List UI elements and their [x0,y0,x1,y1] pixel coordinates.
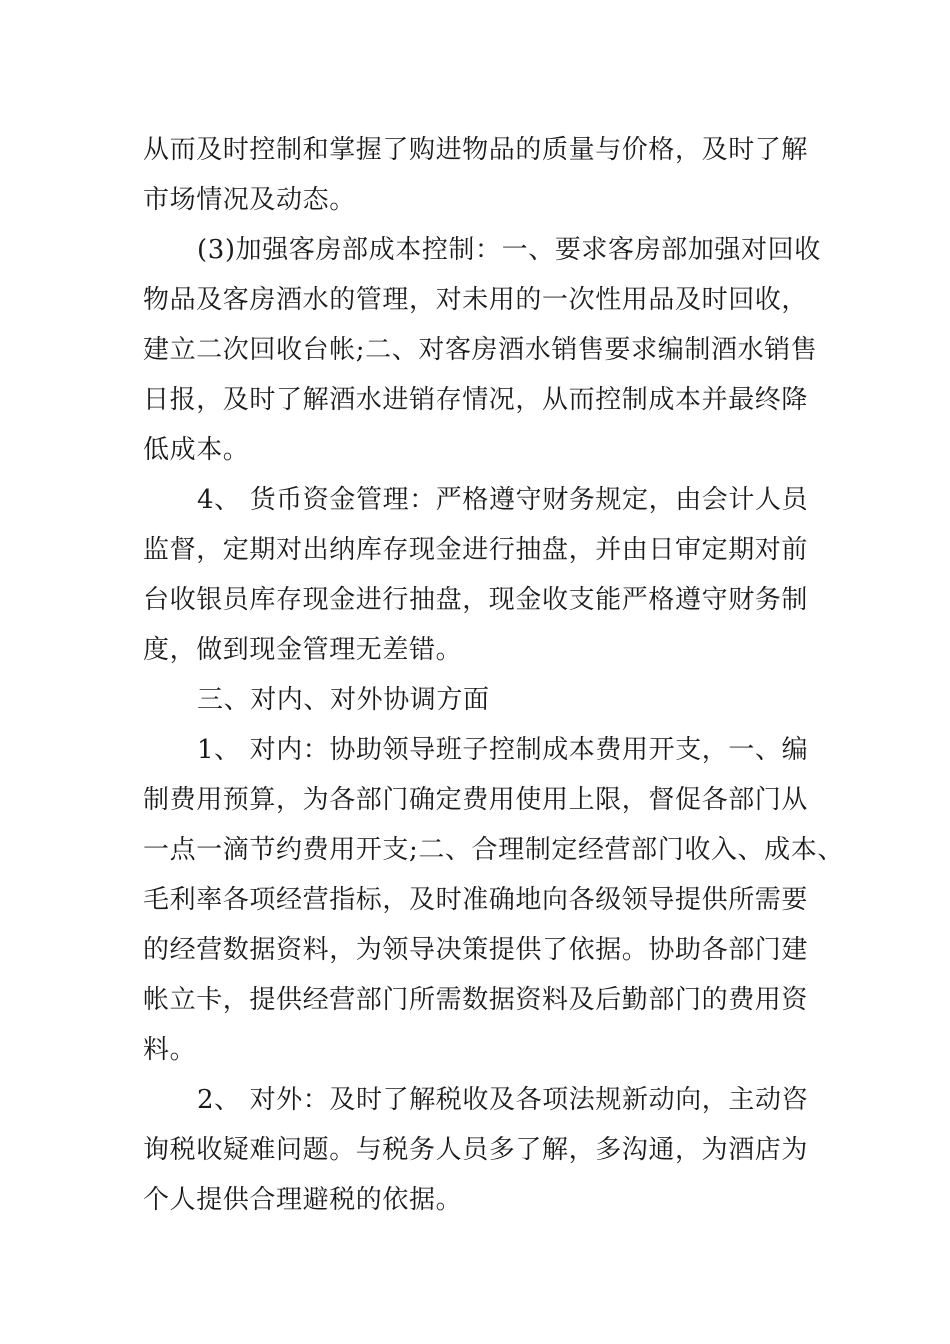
paragraph-item-2: 2、 对外：及时了解税收及各项法规新动向，主动咨 [197,1085,809,1115]
text-line: 帐立卡，提供经营部门所需数据资料及后勤部门的费用资 [143,985,809,1015]
paragraph-item-4: 4、 货币资金管理：严格遵守财务规定，由会计人员 [197,485,809,515]
text-line: 市场情况及动态。 [143,185,356,215]
text-line: 监督，定期对出纳库存现金进行抽盘，并由日审定期对前 [143,535,809,565]
text-line: 询税收疑难问题。与税务人员多了解，多沟通，为酒店为 [143,1135,809,1165]
section-heading: 三、对内、对外协调方面 [197,685,490,715]
text-line: 料。 [143,1035,197,1065]
text-line: 日报，及时了解酒水进销存情况，从而控制成本并最终降 [143,385,809,415]
text-line: 从而及时控制和掌握了购进物品的质量与价格，及时了解 [143,135,809,165]
paragraph-heading-3: (3)加强客房部成本控制：一、要求客房部加强对回收 [197,235,821,265]
text-line: 制费用预算，为各部门确定费用使用上限，督促各部门从 [143,785,809,815]
text-line: 物品及客房酒水的管理，对未用的一次性用品及时回收， [143,285,809,315]
text-line: 低成本。 [143,435,250,465]
paragraph-item-1: 1、 对内：协助领导班子控制成本费用开支，一、编 [197,735,809,765]
text-line: 毛利率各项经营指标，及时准确地向各级领导提供所需要 [143,885,809,915]
text-line: 度，做到现金管理无差错。 [143,635,463,665]
text-line: 一点一滴节约费用开支;二、合理制定经营部门收入、成本、 [143,835,844,865]
text-line: 台收银员库存现金进行抽盘，现金收支能严格遵守财务制 [143,585,809,615]
text-line: 个人提供合理避税的依据。 [143,1185,463,1215]
text-line: 的经营数据资料，为领导决策提供了依据。协助各部门建 [143,935,809,965]
text-line: 建立二次回收台帐;二、对客房酒水销售要求编制酒水销售 [143,335,818,365]
